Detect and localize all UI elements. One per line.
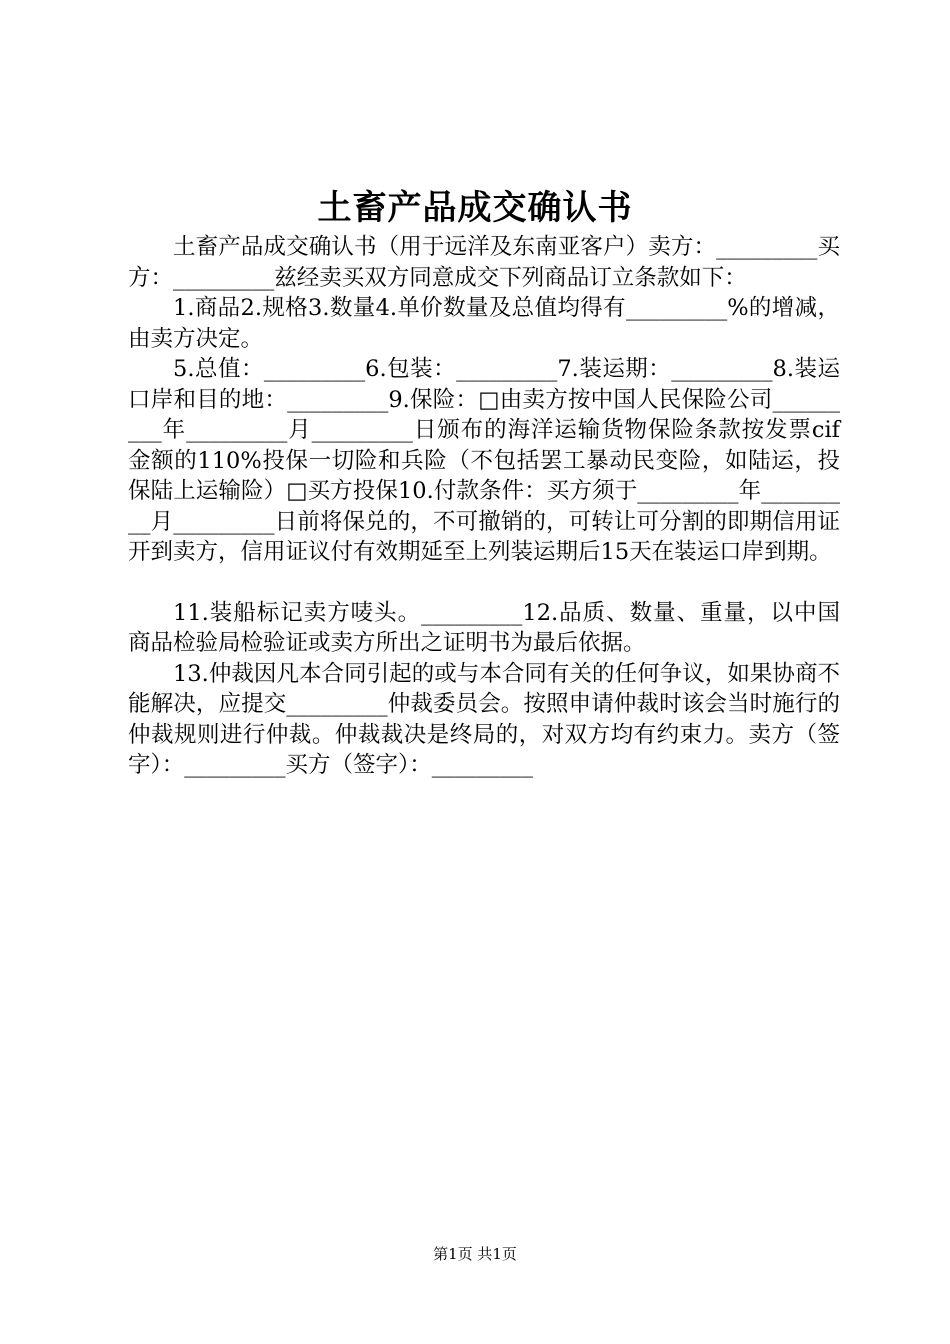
paragraph-items-5-10: 5.总值：_________6.包装：_________7.装运期：_________8.装运口岸和目的地：_________9.保险：□由卖方按中国人民保险公司_________年_________月_________日颁布的海洋运输货物保险条款按发票cif金额的110%投保一切险和兵险（不包括罢工暴动民变险，如陆运，投保陆上运输险）□买方投保10.付款条件：买方须于_________年_________月_________日前将保兑的，不可撤销的，可转让可分割的即期信用证开到卖方，信用证议付有效期延至上列装运期后15天在装运口岸到期。 — [128, 356, 840, 565]
page-footer: 第1页 共1页 — [433, 1245, 517, 1263]
document-body — [128, 232, 840, 781]
page-title: 土畜产品成交确认书 — [317, 188, 633, 228]
paragraph-items-1-4: 1.商品2.规格3.数量4.单价数量及总值均得有_________%的增减，由卖方决定。 — [128, 295, 840, 352]
paragraph-items-11-12: 11.装船标记卖方唛头。_________12.品质、数量、重量，以中国商品检验局检验证或卖方所出之证明书为最后依据。 — [128, 599, 840, 656]
paragraph-intro: 土畜产品成交确认书（用于远洋及东南亚客户）卖方：_________买方：_________兹经卖买双方同意成交下列商品订立条款如下： — [128, 234, 840, 291]
paragraph-item-13-signatures: 13.仲裁因凡本合同引起的或与本合同有关的任何争议，如果协商不能解决，应提交_________仲裁委员会。按照申请仲裁时该会当时施行的仲裁规则进行仲裁。仲裁裁决是终局的，对双方均有约束力。卖方（签字）：_________买方（签字）：_________ — [128, 660, 840, 778]
